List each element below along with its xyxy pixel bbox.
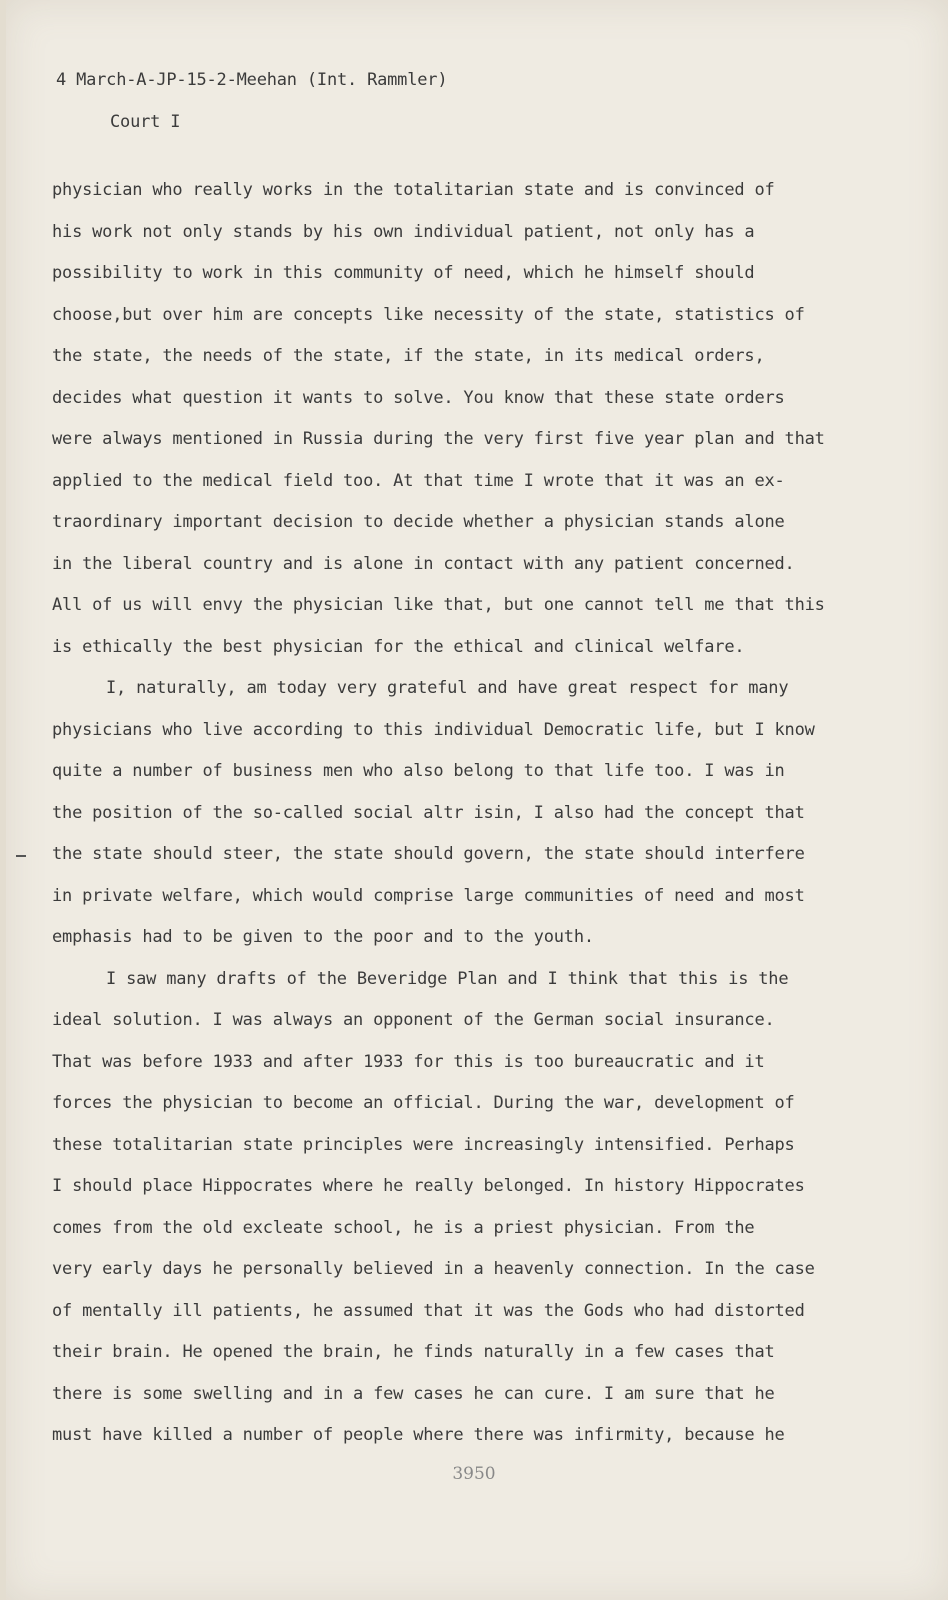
document-page <box>6 0 948 1600</box>
text-line: very early days he personally believed in a heavenly connection. In the case <box>52 1259 815 1279</box>
paragraph-start-line: I, naturally, am today very grateful and have great respect for many <box>106 678 789 698</box>
text-line: All of us will envy the physician like that, but one cannot tell me that this <box>52 595 825 615</box>
text-line: is ethically the best physician for the ethical and clinical welfare. <box>52 636 745 657</box>
text-line: were always mentioned in Russia during the very first five year plan and that <box>52 429 825 449</box>
margin-mark <box>16 855 26 857</box>
page-number: 3950 <box>452 1464 496 1484</box>
text-line: physicians who live according to this individual Democratic life, but I know <box>52 719 815 740</box>
text-line: their brain. He opened the brain, he finds naturally in a few cases that <box>52 1342 775 1362</box>
text-line: ideal solution. I was always an opponent of the German social insurance. <box>52 1010 775 1030</box>
text-line: the state, the needs of the state, if the state, in its medical orders, <box>52 346 765 366</box>
text-line: must have killed a number of people where there was infirmity, because he <box>52 1425 785 1445</box>
text-line: these totalitarian state principles were increasingly intensified. Perhaps <box>52 1134 795 1155</box>
text-line: in the liberal country and is alone in contact with any patient concerned. <box>52 553 795 574</box>
text-line: physician who really works in the totalitarian state and is convinced of <box>52 180 775 200</box>
paragraph-start-line: I saw many drafts of the Beveridge Plan and I think that this is the <box>106 968 789 989</box>
text-line: forces the physician to become an official. During the war, development of <box>52 1093 795 1113</box>
text-line: possibility to work in this community of need, which he himself should <box>52 263 755 283</box>
text-line: That was before 1933 and after 1933 for this is too bureaucratic and it <box>52 1051 765 1072</box>
text-line: decides what question it wants to solve. You know that these state orders <box>52 387 785 408</box>
text-line: there is some swelling and in a few cases he can cure. I am sure that he <box>52 1383 775 1404</box>
text-line: the position of the so-called social altr isin, I also had the concept that <box>52 802 805 823</box>
document-reference: 4 March-A-JP-15-2-Meehan (Int. Rammler) <box>56 70 448 90</box>
court-label: Court I <box>110 112 181 132</box>
transcript-body <box>52 170 892 1457</box>
text-line: applied to the medical field too. At that time I wrote that it was an ex- <box>52 470 785 491</box>
text-line: I should place Hippocrates where he really belonged. In history Hippocrates <box>52 1176 805 1196</box>
text-line: quite a number of business men who also belong to that life too. I was in <box>52 761 785 781</box>
text-line: emphasis had to be given to the poor and to the youth. <box>52 927 594 947</box>
text-line: the state should steer, the state should govern, the state should interfere <box>52 844 805 864</box>
text-line: comes from the old excleate school, he is a priest physician. From the <box>52 1217 755 1238</box>
text-line: his work not only stands by his own individual patient, not only has a <box>52 221 755 242</box>
text-line: traordinary important decision to decide whether a physician stands alone <box>52 512 785 532</box>
text-line: of mentally ill patients, he assumed that it was the Gods who had distorted <box>52 1300 805 1321</box>
text-line: choose,but over him are concepts like necessity of the state, statistics of <box>52 304 805 325</box>
text-line: in private welfare, which would comprise large communities of need and most <box>52 885 805 906</box>
